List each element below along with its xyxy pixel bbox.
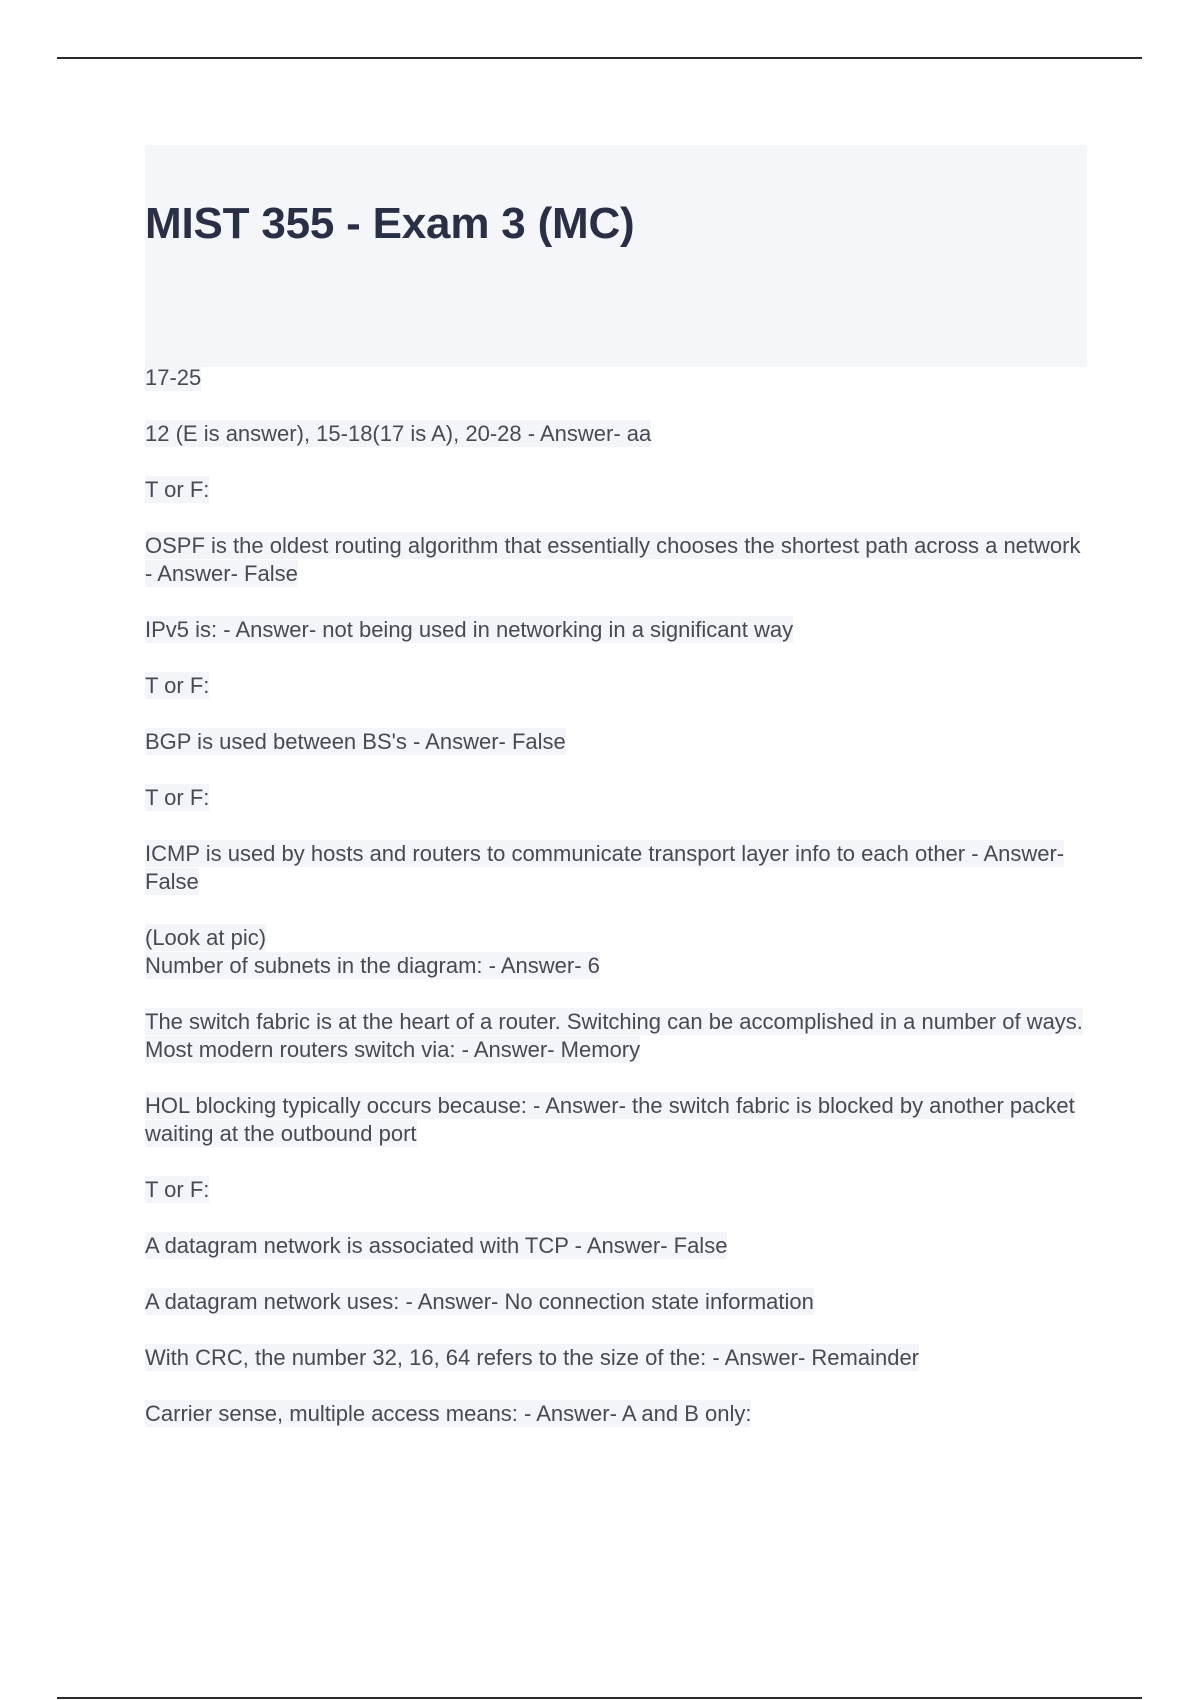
- paragraph-text: 17-25: [145, 365, 202, 390]
- paragraph: [145, 672, 1090, 700]
- paragraph-text: T or F:: [145, 477, 210, 502]
- paragraph: [145, 728, 1090, 756]
- paragraph: [145, 840, 1090, 896]
- footer-rule: [57, 1697, 1142, 1699]
- paragraph-text: Carrier sense, multiple access means: - Answer- A and B only:: [145, 1401, 752, 1426]
- paragraph-text: The switch fabric is at the heart of a router. Switching can be accomplished in a number of ways. Most modern routers switch via: - Answer- Memory: [145, 1009, 1083, 1062]
- paragraph-text: A datagram network is associated with TCP - Answer- False: [145, 1233, 728, 1258]
- paragraph-text: T or F:: [145, 673, 210, 698]
- paragraph-text: T or F:: [145, 1177, 210, 1202]
- paragraph: [145, 476, 1090, 504]
- paragraph: [145, 532, 1090, 588]
- paragraph: [145, 1400, 1090, 1428]
- paragraph: [145, 784, 1090, 812]
- paragraph-text: With CRC, the number 32, 16, 64 refers to the size of the: - Answer- Remainder: [145, 1345, 920, 1370]
- paragraph: [145, 952, 1090, 980]
- paragraph: [145, 1008, 1090, 1064]
- header-rule: [57, 57, 1142, 59]
- paragraph: [145, 364, 1090, 392]
- paragraph-text: IPv5 is: - Answer- not being used in networking in a significant way: [145, 617, 794, 642]
- paragraph: [145, 1288, 1090, 1316]
- paragraph-text: OSPF is the oldest routing algorithm that essentially chooses the shortest path across a network - Answer- False: [145, 533, 1081, 586]
- paragraph: [145, 1092, 1090, 1148]
- paragraph-text: A datagram network uses: - Answer- No connection state information: [145, 1289, 814, 1314]
- paragraph: [145, 1176, 1090, 1204]
- paragraph-text: T or F:: [145, 785, 210, 810]
- paragraph-text: ICMP is used by hosts and routers to communicate transport layer info to each other - Answer- False: [145, 841, 1065, 894]
- paragraph: [145, 1344, 1090, 1372]
- document-body: [145, 364, 1090, 1456]
- paragraph-text: 12 (E is answer), 15-18(17 is A), 20-28 - Answer- aa: [145, 421, 652, 446]
- paragraph: [145, 420, 1090, 448]
- paragraph: [145, 616, 1090, 644]
- paragraph-text: Number of subnets in the diagram: - Answer- 6: [145, 953, 600, 978]
- paragraph-text: BGP is used between BS's - Answer- False: [145, 729, 566, 754]
- document-title: MIST 355 - Exam 3 (MC): [145, 199, 635, 248]
- paragraph-text: HOL blocking typically occurs because: - Answer- the switch fabric is blocked by another packet waiting at the outbound port: [145, 1093, 1075, 1146]
- title-banner: [145, 145, 1087, 367]
- paragraph: [145, 1232, 1090, 1260]
- paragraph: [145, 924, 1090, 952]
- paragraph-text: (Look at pic): [145, 925, 267, 950]
